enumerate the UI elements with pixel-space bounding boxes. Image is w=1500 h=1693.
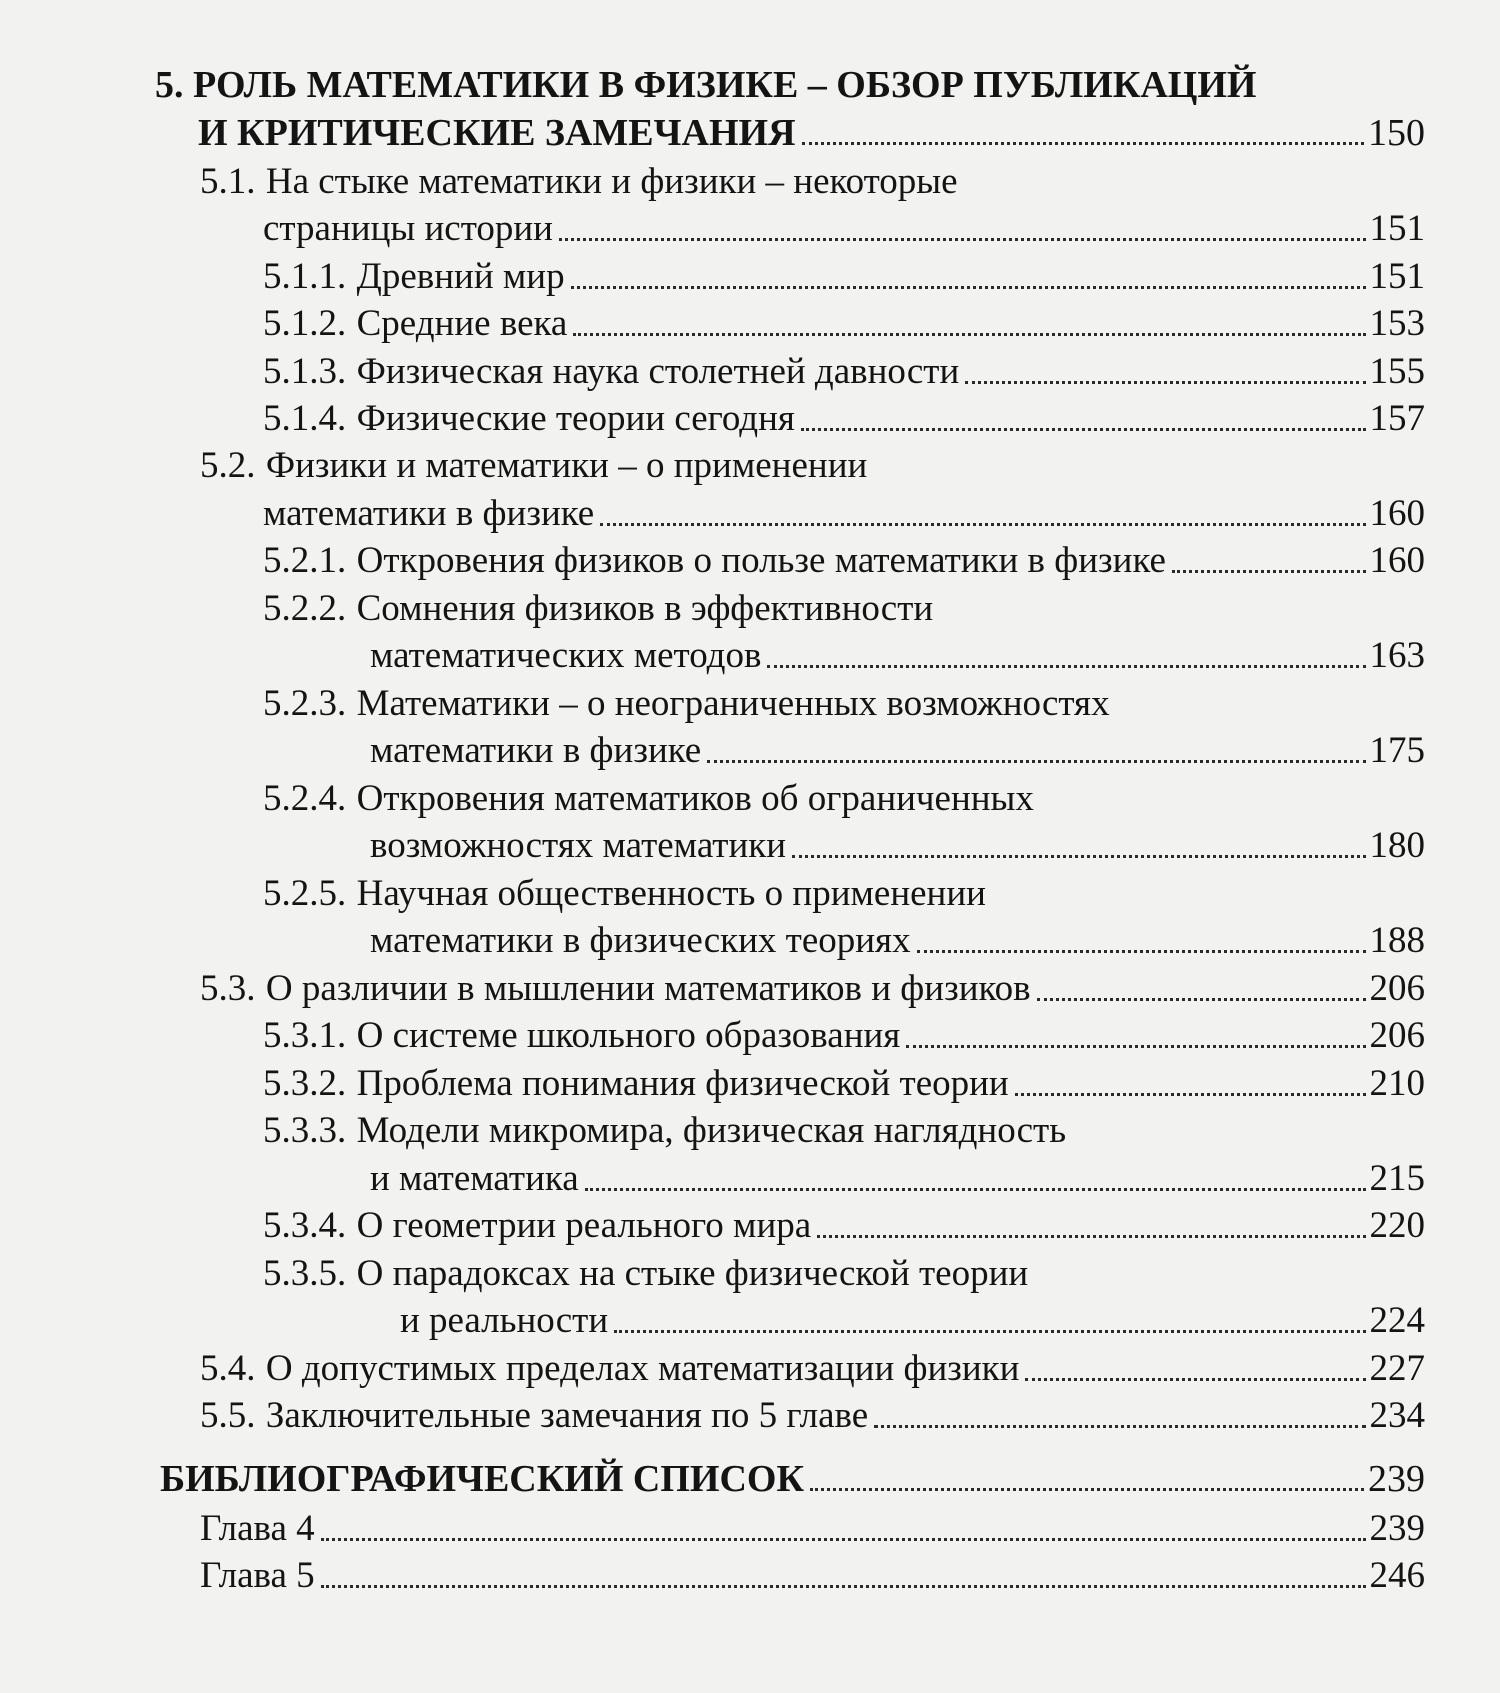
toc-section-number: 5.3.3. bbox=[263, 1110, 347, 1151]
toc-page-number: 220 bbox=[1369, 1205, 1425, 1246]
toc-entry-title: страницы истории bbox=[263, 208, 553, 249]
dot-leader bbox=[767, 665, 1365, 668]
toc-section-number: 5.3.5. bbox=[263, 1253, 347, 1294]
dot-leader bbox=[792, 855, 1365, 858]
toc-entry-title: и реальности bbox=[400, 1300, 609, 1341]
toc-page-number: 206 bbox=[1369, 968, 1425, 1009]
toc-entry-title-line bbox=[200, 443, 1425, 489]
toc-entry-title-line bbox=[263, 681, 1425, 727]
toc-entry-title: и математика bbox=[370, 1158, 579, 1199]
toc-entry-title-line bbox=[263, 1108, 1425, 1154]
toc-entry-5-2-4[interactable] bbox=[370, 823, 1425, 869]
toc-entry-5-3[interactable] bbox=[200, 966, 1425, 1012]
dot-leader bbox=[321, 1538, 1366, 1541]
dot-leader bbox=[965, 381, 1365, 384]
toc-entry-5-3-4[interactable] bbox=[263, 1203, 1425, 1249]
toc-entry-title: О системе школьного образования bbox=[356, 1015, 901, 1056]
toc-entry-title: На стыке математики и физики – некоторые bbox=[265, 161, 958, 202]
dot-leader bbox=[801, 428, 1366, 431]
toc-entry-5-1-4[interactable] bbox=[263, 396, 1425, 442]
toc-page-number: 215 bbox=[1369, 1158, 1425, 1199]
toc-entry-title: Физические теории сегодня bbox=[356, 398, 795, 439]
toc-entry-title: Заключительные замечания по 5 главе bbox=[265, 1395, 869, 1436]
toc-entry-title: математики в физике bbox=[370, 730, 702, 771]
toc-entry-title: 5. РОЛЬ МАТЕМАТИКИ В ФИЗИКЕ – ОБЗОР ПУБЛИКАЦИЙ bbox=[155, 64, 1257, 106]
toc-entry-title: Модели микромира, физическая наглядность bbox=[356, 1110, 1067, 1151]
toc-page-number: 157 bbox=[1369, 398, 1425, 439]
toc-entry-title: О допустимых пределах математизации физики bbox=[265, 1348, 1020, 1389]
toc-entry-title-line bbox=[200, 159, 1425, 205]
dot-leader bbox=[802, 142, 1364, 145]
toc-entry-5-4[interactable] bbox=[200, 1346, 1425, 1392]
dot-leader bbox=[817, 1235, 1365, 1238]
dot-leader bbox=[874, 1425, 1365, 1428]
toc-page-number: 150 bbox=[1368, 112, 1425, 154]
toc-entry-title: возможностях математики bbox=[370, 825, 787, 866]
toc-section-number: 5.2. bbox=[200, 445, 256, 486]
toc-section-number: 5.1.3. bbox=[263, 351, 347, 392]
toc-entry-5-1-1[interactable] bbox=[263, 254, 1425, 300]
toc-page-number: 246 bbox=[1369, 1555, 1425, 1596]
toc-entry-title: Глава 5 bbox=[200, 1555, 315, 1596]
dot-leader bbox=[906, 1045, 1365, 1048]
toc-entry-title: Откровения физиков о пользе математики в физике bbox=[356, 540, 1166, 581]
dot-leader bbox=[707, 760, 1365, 763]
dot-leader bbox=[573, 333, 1365, 336]
dot-leader bbox=[600, 523, 1365, 526]
dot-leader bbox=[571, 286, 1366, 289]
toc-section-number: 5.1.4. bbox=[263, 398, 347, 439]
toc-section-number: 5.2.5. bbox=[263, 873, 347, 914]
toc-entry-5-1[interactable] bbox=[263, 206, 1425, 252]
toc-entry-5-1-2[interactable] bbox=[263, 301, 1425, 347]
toc-entry-5-2-2[interactable] bbox=[370, 633, 1425, 679]
toc-page-number: 155 bbox=[1369, 351, 1425, 392]
toc-page-number: 153 bbox=[1369, 303, 1425, 344]
toc-section-number: 5.1.1. bbox=[263, 256, 347, 297]
toc-page-number: 151 bbox=[1369, 208, 1425, 249]
toc-entry-title: Глава 4 bbox=[200, 1508, 315, 1549]
dot-leader bbox=[1172, 570, 1366, 573]
toc-section-number: 5.4. bbox=[200, 1348, 256, 1389]
toc-entry-title-line bbox=[263, 1251, 1425, 1297]
toc-entry-title: БИБЛИОГРАФИЧЕСКИЙ СПИСОК bbox=[160, 1458, 805, 1500]
toc-entry-title: Физическая наука столетней давности bbox=[356, 351, 960, 392]
dot-leader bbox=[1025, 1378, 1365, 1381]
dot-leader bbox=[1037, 998, 1366, 1001]
toc-entry-title-line bbox=[263, 871, 1425, 917]
toc-entry-5-2-3[interactable] bbox=[370, 728, 1425, 774]
dot-leader bbox=[614, 1330, 1365, 1333]
toc-section-number: 5.2.2. bbox=[263, 588, 347, 629]
toc-page-number: 206 bbox=[1369, 1015, 1425, 1056]
dot-leader bbox=[559, 238, 1366, 241]
toc-entry-title: О парадоксах на стыке физической теории bbox=[356, 1253, 1029, 1294]
toc-entry-title: Проблема понимания физической теории bbox=[356, 1063, 1009, 1104]
toc-page-number: 160 bbox=[1369, 540, 1425, 581]
toc-chapter-title-line bbox=[155, 62, 1425, 108]
toc-page-number: 239 bbox=[1369, 1508, 1425, 1549]
toc-entry-5-3-5[interactable] bbox=[400, 1298, 1425, 1344]
toc-page-number: 234 bbox=[1369, 1395, 1425, 1436]
toc-page-number: 163 bbox=[1369, 635, 1425, 676]
toc-section-number: 5.1.2. bbox=[263, 303, 347, 344]
toc-section-number: 5.3.2. bbox=[263, 1063, 347, 1104]
toc-page-number: 151 bbox=[1369, 256, 1425, 297]
toc-entry-title: математики в физических теориях bbox=[370, 920, 911, 961]
toc-entry-5-2-1[interactable] bbox=[263, 538, 1425, 584]
toc-page-number: 239 bbox=[1368, 1458, 1425, 1500]
toc-section-number: 5.1. bbox=[200, 161, 256, 202]
toc-section-number: 5.5. bbox=[200, 1395, 256, 1436]
toc-entry-title: Откровения математиков об ограниченных bbox=[356, 778, 1034, 819]
toc-section-number: 5.2.3. bbox=[263, 683, 347, 724]
toc-page-number: 188 bbox=[1369, 920, 1425, 961]
toc-entry-bib-chapter-5[interactable] bbox=[200, 1553, 1425, 1599]
toc-page-number: 175 bbox=[1369, 730, 1425, 771]
toc-entry-title: Средние века bbox=[356, 303, 568, 344]
toc-section-number: 5.3.1. bbox=[263, 1015, 347, 1056]
dot-leader bbox=[321, 1585, 1366, 1588]
toc-entry-title: математических методов bbox=[370, 635, 762, 676]
toc-section-number: 5.3. bbox=[200, 968, 256, 1009]
toc-page-number: 180 bbox=[1369, 825, 1425, 866]
toc-entry-title: О геометрии реального мира bbox=[356, 1205, 812, 1246]
toc-entry-5-1-3[interactable] bbox=[263, 349, 1425, 395]
toc-entry-5-5[interactable] bbox=[200, 1393, 1425, 1439]
dot-leader bbox=[810, 1488, 1364, 1491]
toc-entry-title: Физики и математики – о применении bbox=[265, 445, 868, 486]
toc-page-number: 224 bbox=[1369, 1300, 1425, 1341]
dot-leader bbox=[917, 950, 1366, 953]
toc-page-number: 227 bbox=[1369, 1348, 1425, 1389]
toc-section-number: 5.2.4. bbox=[263, 778, 347, 819]
toc-entry-title: О различии в мышлении математиков и физиков bbox=[265, 968, 1031, 1009]
toc-entry-title: Математики – о неограниченных возможностях bbox=[356, 683, 1110, 724]
toc-page-number: 160 bbox=[1369, 493, 1425, 534]
toc-entry-chapter-5[interactable] bbox=[198, 110, 1425, 156]
toc-entry-5-2-5[interactable] bbox=[370, 918, 1425, 964]
toc-entry-5-3-1[interactable] bbox=[263, 1013, 1425, 1059]
toc-entry-title: И КРИТИЧЕСКИЕ ЗАМЕЧАНИЯ bbox=[198, 112, 796, 154]
toc-section-number: 5.3.4. bbox=[263, 1205, 347, 1246]
toc-entry-5-3-2[interactable] bbox=[263, 1061, 1425, 1107]
toc-entry-title: Научная общественность о применении bbox=[356, 873, 986, 914]
toc-entry-title-line bbox=[263, 776, 1425, 822]
toc-entry-bib-chapter-4[interactable] bbox=[200, 1506, 1425, 1552]
toc-entry-5-2[interactable] bbox=[263, 491, 1425, 537]
toc-section-number: 5.2.1. bbox=[263, 540, 347, 581]
toc-page-number: 210 bbox=[1369, 1063, 1425, 1104]
dot-leader bbox=[585, 1188, 1366, 1191]
toc-entry-title: Древний мир bbox=[356, 256, 565, 297]
toc-entry-title: Сомнения физиков в эффективности bbox=[356, 588, 934, 629]
toc-entry-bibliography[interactable] bbox=[160, 1456, 1425, 1502]
toc-entry-title: математики в физике bbox=[263, 493, 595, 534]
toc-entry-title-line bbox=[263, 586, 1425, 632]
dot-leader bbox=[1015, 1093, 1366, 1096]
toc-entry-5-3-3[interactable] bbox=[370, 1156, 1425, 1202]
